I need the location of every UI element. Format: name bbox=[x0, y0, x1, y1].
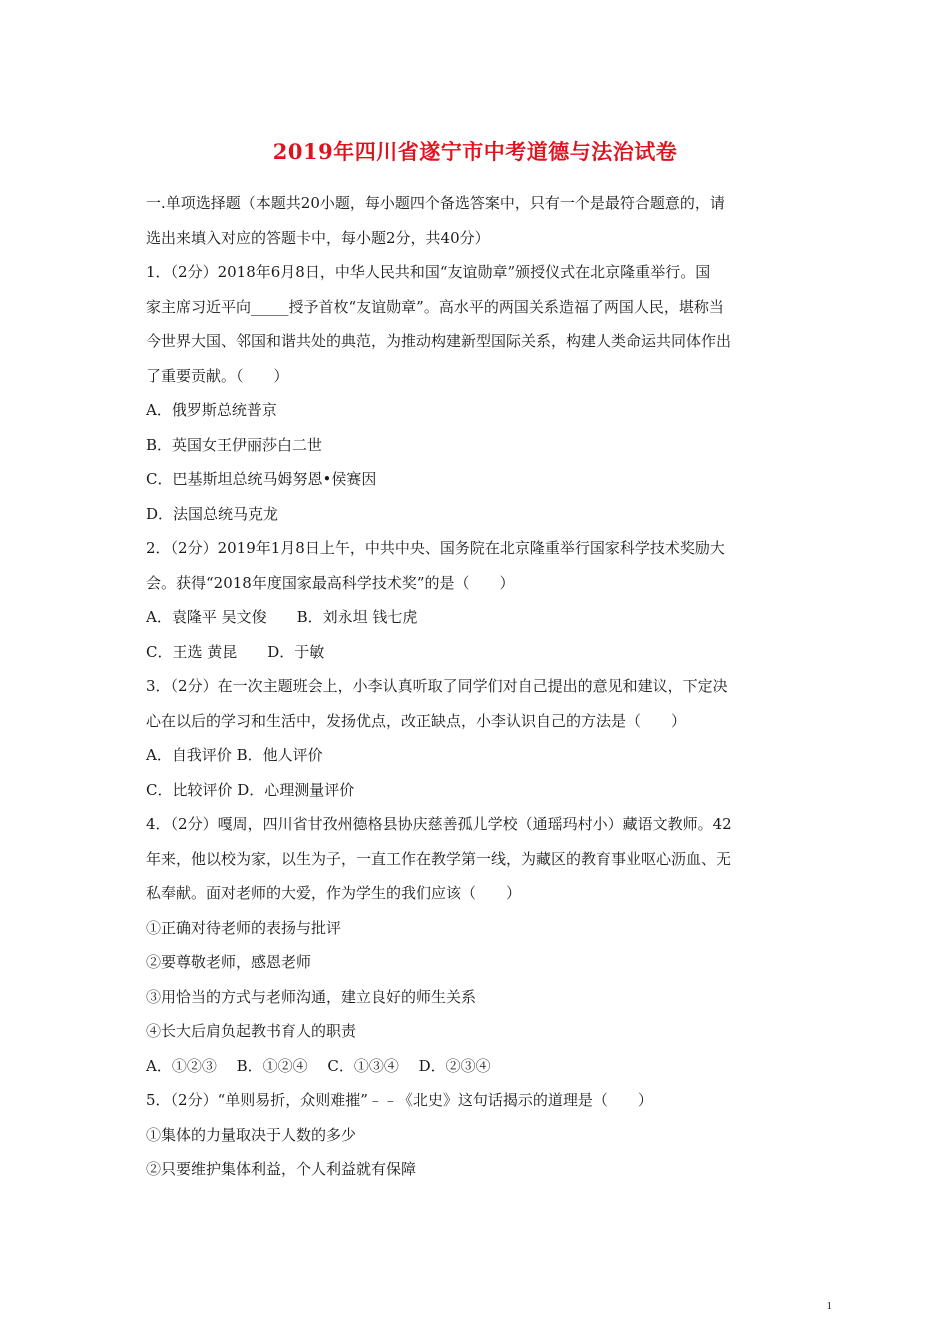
text-line: C．比较评价 D．心理测量评价 bbox=[146, 780, 355, 799]
text-line: A．自我评价 B．他人评价 bbox=[146, 746, 323, 764]
text-line: C．巴基斯坦总统马姆努恩•侯赛因 bbox=[146, 470, 377, 488]
text-line: A．袁隆平 吴文俊 B．刘永坦 钱七虎 bbox=[146, 608, 418, 626]
text-line: 4．（2分）嘎周，四川省甘孜州德格县协庆慈善孤儿学校（通瑶玛村小）藏语文教师。42 bbox=[146, 815, 732, 833]
text-line: 会。获得“2018年度国家最高科学技术奖”的是（ ） bbox=[146, 573, 515, 592]
exam-content bbox=[146, 186, 810, 1187]
text-line: 5．（2分）“单则易折，众则难摧”﹣﹣《北史》这句话揭示的道理是（ ） bbox=[146, 1091, 653, 1109]
text-line: 了重要贡献。（ ） bbox=[146, 366, 289, 385]
text-line: ①正确对待老师的表扬与批评 bbox=[146, 918, 342, 937]
text-line: ①集体的力量取决于人数的多少 bbox=[146, 1125, 357, 1144]
text-line: D．法国总统马克龙 bbox=[146, 504, 279, 523]
text-line: A．①②③ B．①②④ C．①③④ D．②③④ bbox=[146, 1056, 491, 1075]
text-line: 年来，他以校为家，以生为子，一直工作在教学第一线，为藏区的教育事业呕心沥血、无 bbox=[146, 849, 732, 868]
text-line: ④长大后肩负起教书育人的职责 bbox=[146, 1022, 357, 1040]
text-line: 2．（2分）2019年1月8日上午，中共中央、国务院在北京隆重举行国家科学技术奖励大 bbox=[146, 539, 725, 557]
text-line: 心在以后的学习和生活中，发扬优点，改正缺点，小李认识自己的方法是（ ） bbox=[146, 711, 687, 730]
text-line: 家主席习近平向_____授予首枚“友谊勋章”。高水平的两国关系造福了两国人民，堪称当 bbox=[146, 297, 724, 316]
page-number: 1 bbox=[826, 1300, 832, 1312]
text-line: B．英国女王伊丽莎白二世 bbox=[146, 435, 323, 454]
text-line: A．俄罗斯总统普京 bbox=[146, 401, 277, 419]
text-line: 私奉献。面对老师的大爱，作为学生的我们应该（ ） bbox=[146, 884, 522, 902]
page-title: 2019年四川省遂宁市中考道德与法治试卷 bbox=[272, 139, 678, 164]
text-line: 一.单项选择题（本题共20小题，每小题四个备选答案中，只有一个是最符合题意的，请 bbox=[146, 194, 725, 212]
text-line: ②只要维护集体利益，个人利益就有保障 bbox=[146, 1160, 417, 1178]
text-line: 今世界大国、邻国和谐共处的典范，为推动构建新型国际关系，构建人类命运共同体作出 bbox=[146, 332, 732, 350]
text-line: ②要尊敬老师，感恩老师 bbox=[146, 953, 312, 971]
text-line: ③用恰当的方式与老师沟通，建立良好的师生关系 bbox=[146, 987, 477, 1006]
text-line: 3．（2分）在一次主题班会上，小李认真听取了同学们对自己提出的意见和建议，下定决 bbox=[146, 677, 728, 695]
text-line: 选出来填入对应的答题卡中，每小题2分，共40分） bbox=[146, 228, 490, 247]
text-line: C．王选 黄昆 D．于敏 bbox=[146, 642, 325, 661]
text-line: 1．（2分）2018年6月8日，中华人民共和国“友谊勋章”颁授仪式在北京隆重举行。国 bbox=[146, 263, 711, 281]
